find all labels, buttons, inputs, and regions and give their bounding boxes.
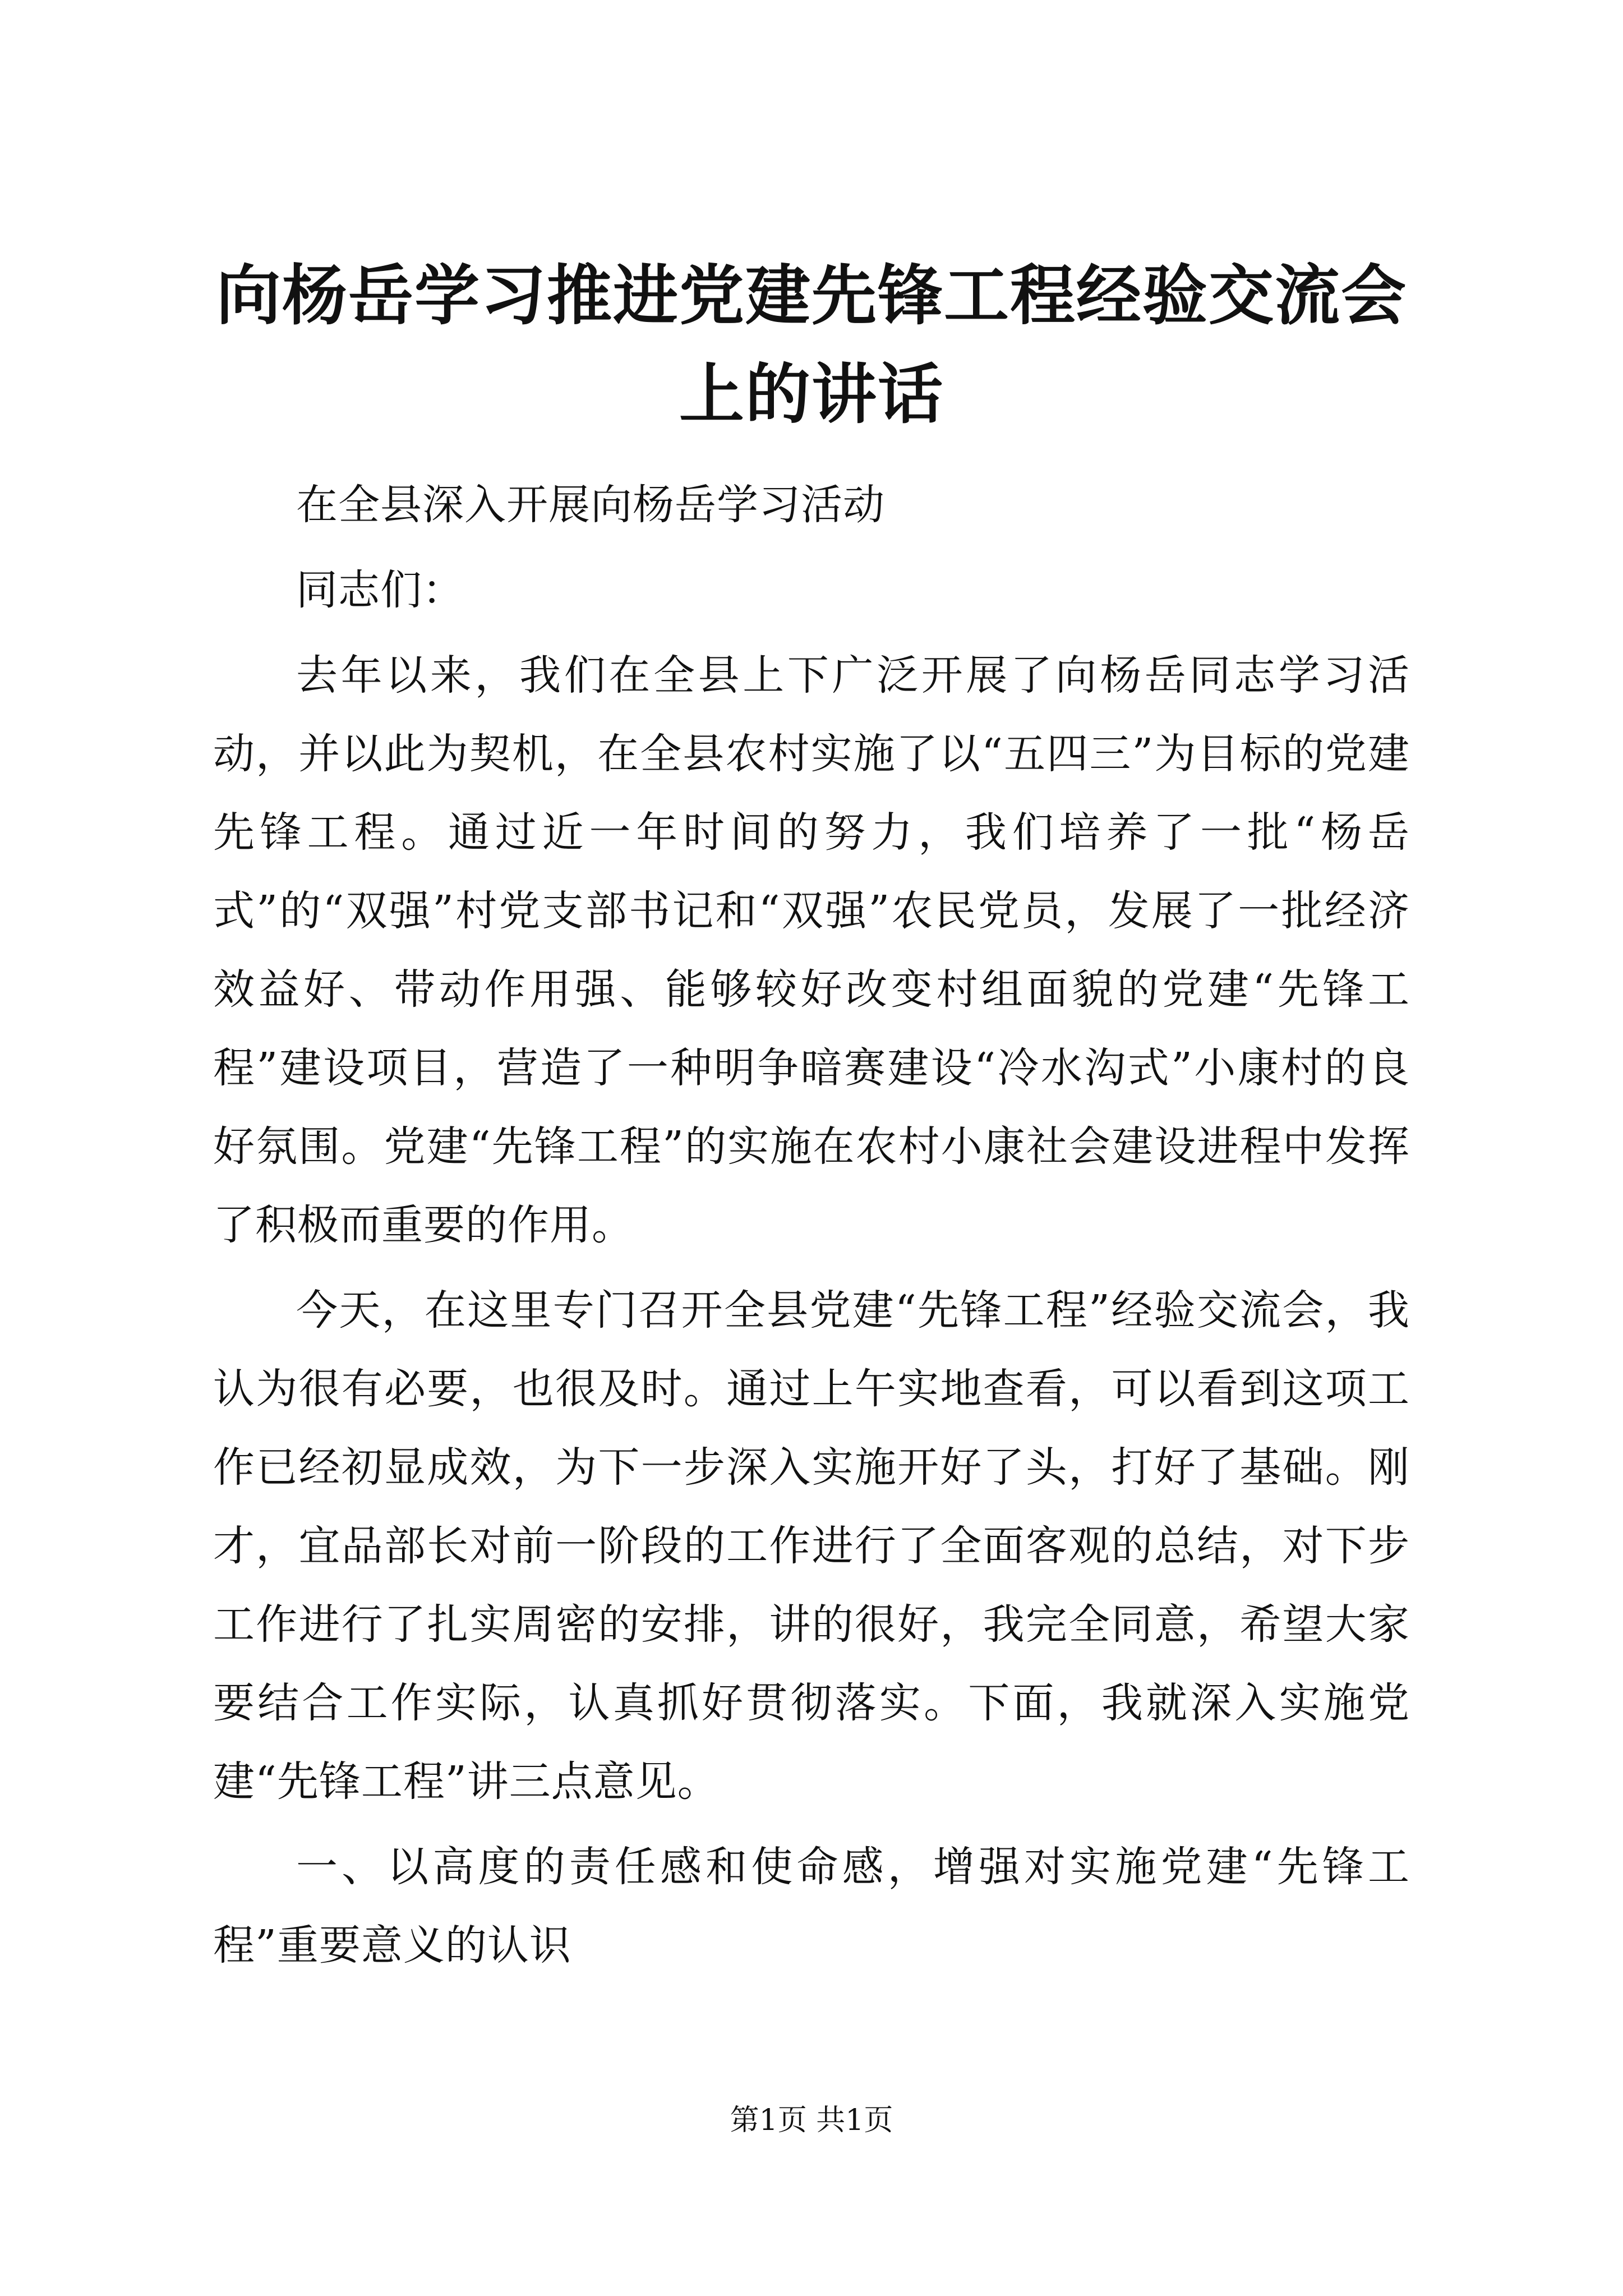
document-body [213, 466, 1410, 1985]
section-heading: 一、以高度的责任感和使命感，增强对实施党建“先锋工程”重要意义的认识 [213, 1843, 1410, 1970]
document-title: 向杨岳学习推进党建先锋工程经验交流会上的讲话 [216, 258, 1407, 432]
subtitle-paragraph: 在全县深入开展向杨岳学习活动 [296, 481, 885, 529]
salutation-paragraph: 同志们： [296, 566, 464, 614]
body-paragraph: 今天，在这里专门召开全县党建“先锋工程”经验交流会，我认为很有必要，也很及时。通过上午实地查看，可以看到这项工作已经初显成效，为下一步深入实施开好了头，打好了基础。刚才，宜品部长对前一阶段的工作进行了全面客观的总结，对下步工作进行了扎实周密的安排，讲的很好，我完全同意，希望大家要结合工作实际，认真抓好贯彻落实。下面，我就深入实施党建“先锋工程”讲三点意见。 [213, 1286, 1410, 1806]
body-paragraph: 去年以来，我们在全县上下广泛开展了向杨岳同志学习活动，并以此为契机，在全县农村实施了以“五四三”为目标的党建先锋工程。通过近一年时间的努力，我们培养了一批“杨岳式”的“双强”村党支部书记和“双强”农民党员，发展了一批经济效益好、带动作用强、能够较好改变村组面貌的党建“先锋工程”建设项目，营造了一种明争暗赛建设“冷水沟式”小康村的良好氛围。党建“先锋工程”的实施在农村小康社会建设进程中发挥了积极而重要的作用。 [213, 651, 1410, 1249]
page-footer: 第1页 共1页 [730, 2104, 893, 2137]
